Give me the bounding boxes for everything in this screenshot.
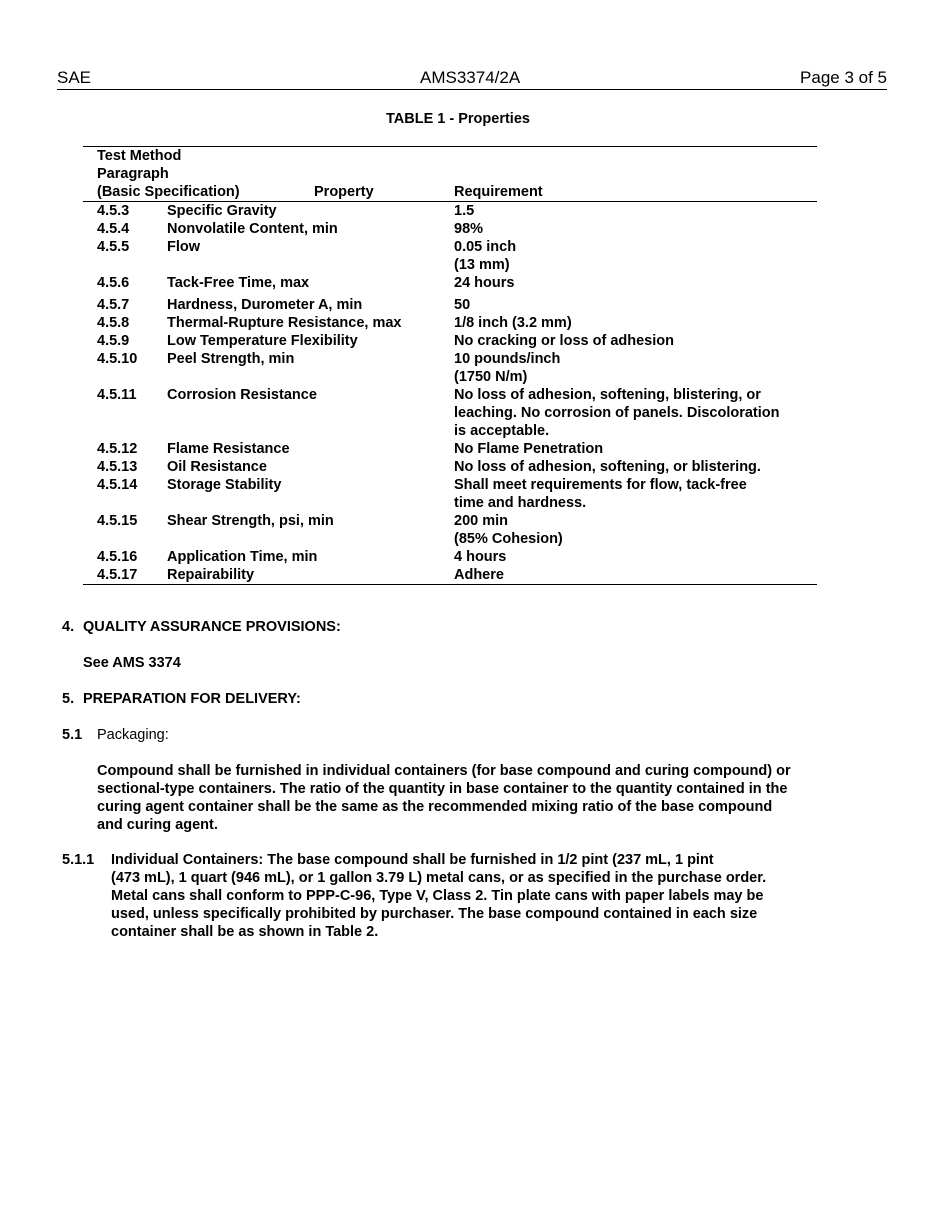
col-header-test-method: Test Method Paragraph (Basic Specification) [97,148,240,200]
row-requirement [454,476,814,512]
row-paragraph: 4.5.10 [97,351,138,367]
table-body [83,202,817,584]
row-paragraph: 4.5.5 [97,239,130,255]
requirement-line: 24 hours [454,275,515,291]
row-requirement [454,512,814,548]
requirement-line: is acceptable. [454,423,550,439]
requirement-line: 50 [454,297,471,313]
requirement-line: 1/8 inch (3.2 mm) [454,315,572,331]
requirement-line: (1750 N/m) [454,369,528,385]
row-requirement [454,202,814,220]
row-requirement [454,440,814,458]
row-property: Peel Strength, min [167,351,295,367]
row-paragraph: 4.5.16 [97,549,138,565]
row-paragraph: 4.5.9 [97,333,130,349]
row-paragraph: 4.5.3 [97,203,130,219]
row-property: Shear Strength, psi, min [167,513,334,529]
row-paragraph: 4.5.7 [97,297,130,313]
col-header-requirement: Requirement [454,184,543,200]
table-row [83,512,817,548]
row-property: Oil Resistance [167,459,267,475]
table-row [83,566,817,584]
row-requirement [454,220,814,238]
row-requirement [454,548,814,566]
section-title: PREPARATION FOR DELIVERY: [83,691,301,707]
row-property: Flame Resistance [167,441,290,457]
col-header-property: Property [314,184,374,200]
section-4-text: See AMS 3374 [83,655,181,671]
properties-table [83,146,817,585]
row-requirement [454,332,814,350]
requirement-line: 10 pounds/inch [454,351,561,367]
row-property: Application Time, min [167,549,318,565]
table-row [83,350,817,386]
requirement-line: Adhere [454,567,504,583]
table-row [83,332,817,350]
row-paragraph: 4.5.4 [97,221,130,237]
row-property: Tack-Free Time, max [167,275,310,291]
row-paragraph: 4.5.13 [97,459,138,475]
requirement-line: No Flame Penetration [454,441,604,457]
row-paragraph: 4.5.11 [97,387,137,403]
table-row [83,220,817,238]
table-row [83,386,817,440]
row-requirement [454,458,814,476]
requirement-line: (85% Cohesion) [454,531,563,547]
section-title: QUALITY ASSURANCE PROVISIONS: [83,619,341,635]
requirement-line: leaching. No corrosion of panels. Discoloration [454,405,780,421]
header-doc-number: AMS3374/2A [420,68,521,87]
row-property: Nonvolatile Content, min [167,221,338,237]
requirement-line: No loss of adhesion, softening, or blistering. [454,459,761,475]
row-paragraph: 4.5.17 [97,567,138,583]
row-paragraph: 4.5.15 [97,513,138,529]
row-requirement [454,238,814,274]
section-number: 5.1 [62,727,83,743]
table-row [83,238,817,274]
row-requirement [454,314,814,332]
requirement-line: Shall meet requirements for flow, tack-free [454,477,747,493]
table-header [83,147,817,202]
section-number: 5.1.1 [62,852,95,868]
table-row [83,458,817,476]
row-requirement [454,386,814,440]
section-5-1-heading [62,726,169,744]
section-4-heading [62,618,341,636]
requirement-line: 98% [454,221,484,237]
row-property: Thermal-Rupture Resistance, max [167,315,402,331]
table-row [83,476,817,512]
row-property: Storage Stability [167,477,282,493]
section-5-heading [62,690,301,708]
row-requirement [454,350,814,386]
requirement-line: (13 mm) [454,257,510,273]
table-row [83,440,817,458]
row-property: Repairability [167,567,255,583]
row-paragraph: 4.5.8 [97,315,130,331]
requirement-line: 4 hours [454,549,507,565]
page-header [57,67,887,90]
table-row [83,296,817,314]
row-requirement [454,566,814,584]
section-5-1-1 [62,851,766,941]
table-row [83,202,817,220]
row-paragraph: 4.5.6 [97,275,130,291]
section-number: 4. [62,619,75,635]
section-title: Packaging: [97,727,169,743]
row-property: Flow [167,239,201,255]
row-paragraph: 4.5.12 [97,441,138,457]
row-property: Corrosion Resistance [167,387,317,403]
row-requirement [454,296,814,314]
section-5-1-1-text: Individual Containers: The base compound shall be furnished in 1/2 pint (237 mL, 1 pint (473 mL), 1 quart (946 mL), or 1 gallon 3.79 L) metal cans, or as specified in the purchase order. Metal cans shall conform to PPP-C-96, Type V, Class 2. Tin plate cans with paper labels may be used, unless specifically prohibited by purchaser. The base compound contained in each size container shall be as shown in Table 2. [111,852,767,940]
header-page-number: Page 3 of 5 [800,68,887,87]
row-requirement [454,274,814,292]
header-org: SAE [57,68,92,87]
table-row [83,274,817,292]
requirement-line: No cracking or loss of adhesion [454,333,674,349]
requirement-line: 0.05 inch [454,239,517,255]
row-paragraph: 4.5.14 [97,477,138,493]
table-row [83,548,817,566]
row-property: Hardness, Durometer A, min [167,297,363,313]
section-number: 5. [62,691,75,707]
requirement-line: 1.5 [454,203,475,219]
row-property: Specific Gravity [167,203,277,219]
requirement-line: time and hardness. [454,495,587,511]
requirement-line: No loss of adhesion, softening, blistering, or [454,387,761,403]
table-row [83,314,817,332]
table-title: TABLE 1 - Properties [386,111,530,127]
requirement-line: 200 min [454,513,508,529]
section-5-1-text: Compound shall be furnished in individual containers (for base compound and curing compound) or sectional-type containers. The ratio of the quantity in base container to the quantity contained in the curing agent container shall be the same as the recommended mixing ratio of the base compound and curing agent. [97,763,791,833]
row-property: Low Temperature Flexibility [167,333,358,349]
